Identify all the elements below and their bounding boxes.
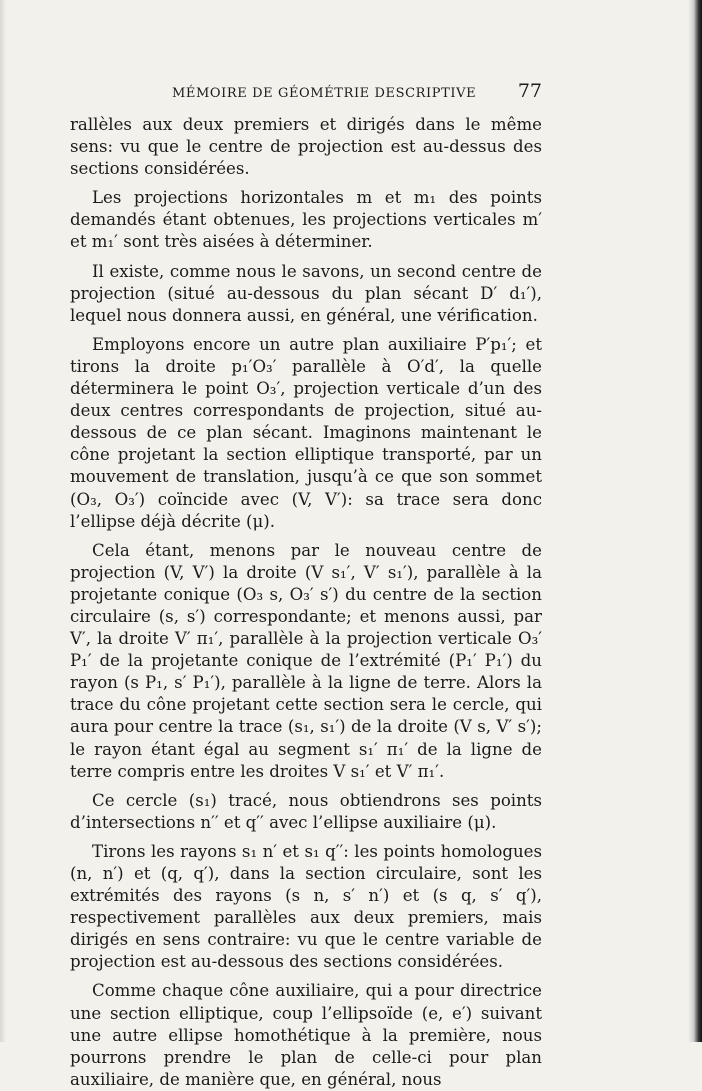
paragraph-auxiliary-plane: Employons encore un autre plan auxiliaire P′p₁′; et tirons la droite p₁′O₃′ parallèle à O′d′, la quelle déterminera le point O₃′, projection verticale d’un des deux centres correspondants de projection, situé au-dessous de ce plan sécant. Imaginons maintenant le cône projetant la section elliptique transporté, par un mouvement de translation, jusqu’à ce que son sommet (O₃, O₃′) coïncide avec (V, V′): sa trace sera donc l’ellipse déjà décrite (μ). xyxy=(70,334,542,531)
page-header xyxy=(70,80,542,110)
paragraph-projections: Les projections horizontales m et m₁ des points demandés étant obtenues, les projections verticales m′ et m₁′ sont très aisées à déterminer. xyxy=(70,188,542,252)
page-number: 77 xyxy=(517,80,542,102)
body-text xyxy=(70,114,542,1091)
running-title: MÉMOIRE DE GÉOMÉTRIE DESCRIPTIVE xyxy=(172,86,477,101)
paragraph-auxiliary-cone: Comme chaque cône auxiliaire, qui a pour directrice une section elliptique, coup l’ellipsoïde (e, e′) suivant une autre ellipse homothétique à la première, nous pourrons prendre le plan de celle-ci pour plan auxiliaire, de manière que, en général, nous xyxy=(70,981,542,1089)
page-left-edge xyxy=(0,0,6,1042)
paragraph-second-center: Il existe, comme nous le savons, un second centre de projection (situé au-dessous du plan sécant D′ d₁′), lequel nous donnera aussi, en général, une vérification. xyxy=(70,261,542,325)
paragraph-new-center: Cela étant, menons par le nouveau centre de projection (V, V′) la droite (V s₁′, V′ s₁′), parallèle à la projetante conique (O₃ s, O₃′ s′) du centre de la section circulaire (s, s′) correspondante; et menons aussi, par V′, la droite V′ π₁′, parallèle à la projection verticale O₃′ P₁′ de la projetante conique de l’extrémité (P₁′ P₁′) du rayon (s P₁, s′ P₁′), parallèle à la ligne de terre. Alors la trace du cône projetant cette section sera le cercle, qui aura pour centre la trace (s₁, s₁′) de la droite (V s, V′ s′); le rayon étant égal au segment s₁′ π₁′ de la ligne de terre compris entre les droites V s₁′ et V′ π₁′. xyxy=(70,540,542,781)
paragraph-continuation: rallèles aux deux premiers et dirigés dans le même sens: vu que le centre de projection est au-dessus des sections considérées. xyxy=(70,115,542,179)
page-right-edge-shadow xyxy=(688,0,702,1042)
paragraph-circle: Ce cercle (s₁) tracé, nous obtiendrons ses points d’intersections n′′ et q′′ avec l’ellipse auxiliaire (μ). xyxy=(70,790,542,832)
paragraph-rays: Tirons les rayons s₁ n′ et s₁ q′′: les points homologues (n, n′) et (q, q′), dans la section circulaire, sont les extrémités des rayons (s n, s′ n′) et (s q, s′ q′), respectivement parallèles aux deux premiers, mais dirigés en sens contraire: vu que le centre variable de projection est au-dessous des sections considérées. xyxy=(70,841,542,972)
